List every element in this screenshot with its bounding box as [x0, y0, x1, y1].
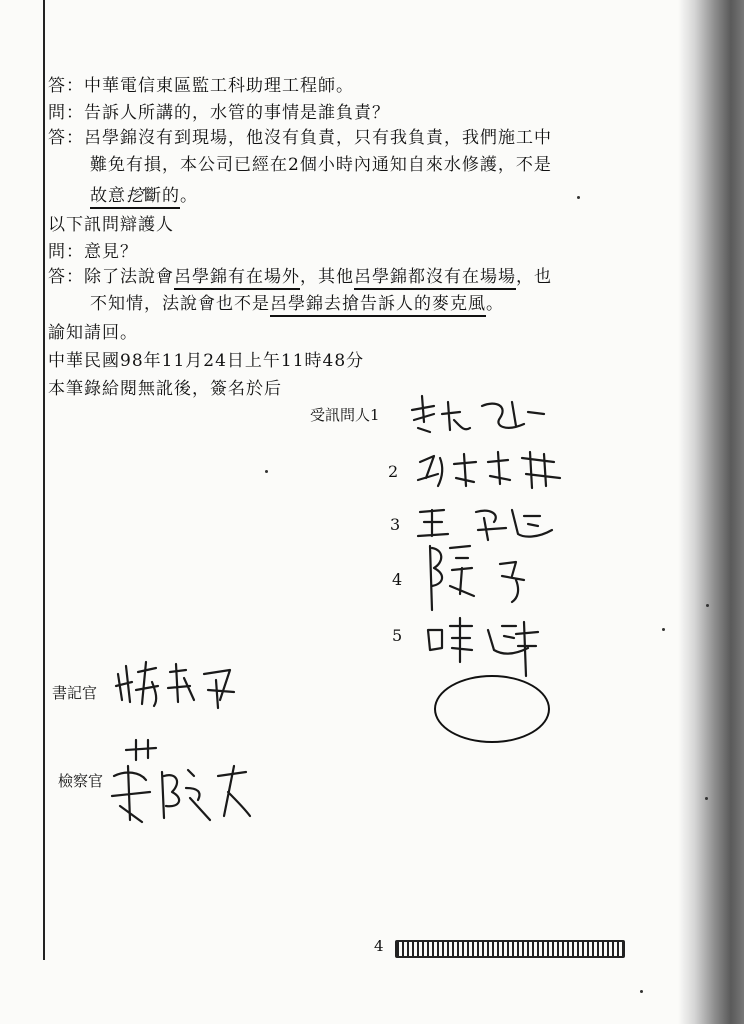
- signature-witness-4: [420, 540, 550, 620]
- signature-oval: [434, 675, 550, 743]
- witness-number: 5: [392, 626, 403, 645]
- witness-number: 3: [390, 515, 401, 534]
- scan-speck: [640, 990, 643, 993]
- scan-speck: [705, 797, 708, 800]
- scan-speck: [265, 470, 268, 473]
- underlined-text: 呂學錦有在場外: [174, 267, 300, 290]
- scan-speck: [662, 628, 665, 631]
- witness-number: 2: [388, 462, 399, 481]
- handwritten-correction: 挖: [126, 186, 144, 206]
- margin-line: [43, 0, 45, 960]
- date-line: 中華民國98年11月24日上午11時48分: [48, 351, 365, 371]
- answer-line-3: 答：除了法說會呂學錦有在場外，其他呂學錦都沒有在場場，也: [48, 266, 552, 288]
- underlined-text: 故意挖斷的: [90, 186, 180, 209]
- witness-label: 受訊問人1: [310, 406, 380, 424]
- answer-line-3-cont: 不知情，法說會也不是呂學錦去搶告訴人的麥克風。: [90, 293, 504, 315]
- answer-line-2-end: 故意挖斷的。: [90, 185, 198, 207]
- clerk-label: 書記官: [52, 684, 98, 702]
- prosecutor-label: 檢察官: [58, 772, 104, 790]
- signature-witness-5: [420, 616, 550, 682]
- answer-line-2: 答：呂學錦沒有到現場，他沒有負責，只有我負責，我們施工中: [48, 128, 552, 148]
- section-heading: 以下訊問辯護人: [48, 215, 174, 235]
- signature-prosecutor: [106, 736, 256, 836]
- question-line-2: 問：意見？: [48, 242, 138, 262]
- signature-clerk: [112, 656, 242, 716]
- dismissal-line: 諭知請回。: [48, 323, 138, 343]
- page-number: 4: [374, 937, 384, 955]
- review-line: 本筆錄給閱無訛後，簽名於后: [48, 379, 282, 399]
- signature-witness-2: [414, 448, 564, 496]
- underlined-text: 呂學錦都沒有在場場: [354, 267, 516, 290]
- scan-speck: [577, 196, 580, 199]
- underlined-text: 呂學錦去搶告訴人的麥克風: [270, 294, 486, 317]
- witness-number: 4: [392, 570, 403, 589]
- scan-edge-shadow: [678, 0, 744, 1024]
- question-line-1: 問：告訴人所講的，水管的事情是誰負責？: [48, 103, 390, 123]
- signature-witness-1: [404, 392, 554, 440]
- answer-line-2-cont: 難免有損，本公司已經在2個小時內通知自來水修護，不是: [90, 155, 552, 175]
- answer-line-1: 答：中華電信東區監工科助理工程師。: [48, 76, 354, 96]
- scan-speck: [706, 604, 709, 607]
- court-footer-stamp: [395, 940, 625, 958]
